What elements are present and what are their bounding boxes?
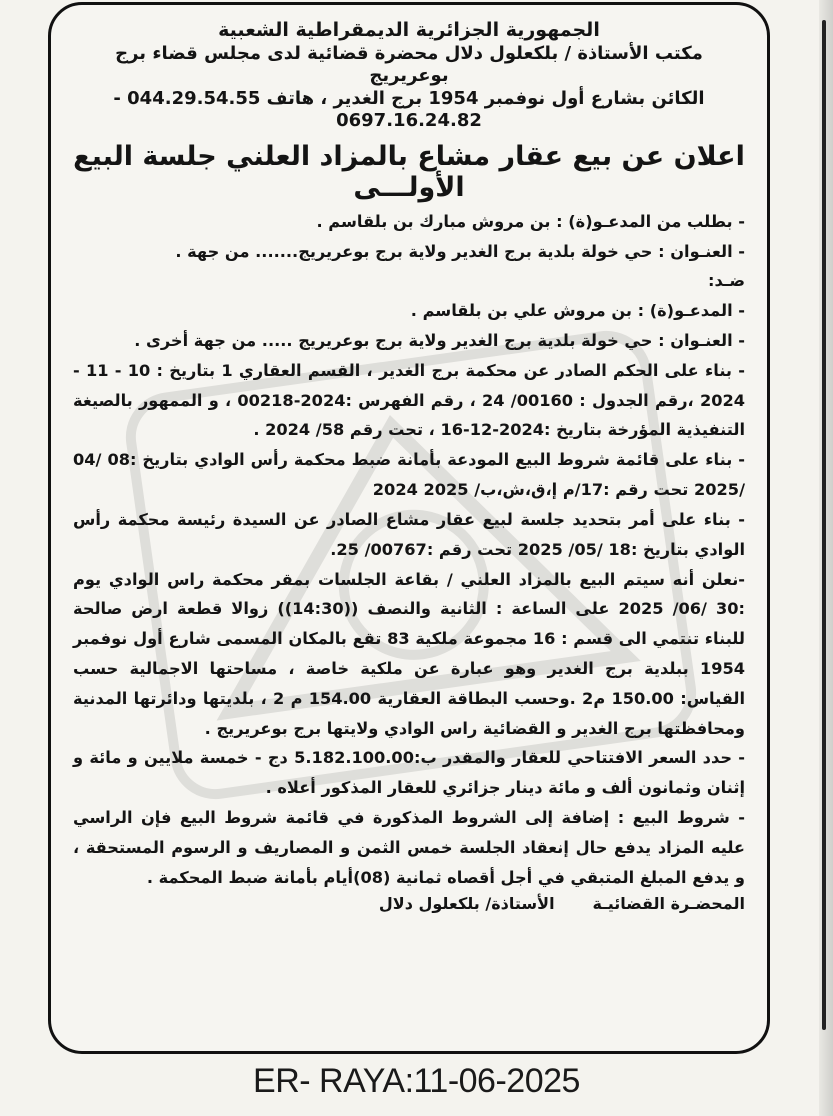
signature-role: المحضـرة القضائيـة [592,894,745,914]
paragraph-auction-notice: -نعلن أنه سيتم البيع بالمزاد العلني / بقاعة الجلسات بمقر محكمة راس الوادي يوم :30 /06/ 2025 على الساعة : الثانية والنصف ((14:30)) زوالا قطعة ارض صالحة للبناء تنتمي الى قسم : 16 مجموعة ملكية 83 تقع بالمكان المسمى شارع أول نوفمبر 1954 ببلدية برج الغدير وهو عبارة عن ملكية خاصة ، مساحتها الاجمالية حسب القياس: 150.00 م2 .وحسب البطاقة العقارية 154.00 م 2 ، بلديتها ودائرتها المدنية ومحافظتها برج الغدير و القضائية راس الوادي ولايتها برج بوعريريج . [73,569,745,738]
announcement-content [73,19,745,913]
paragraph-judgment: - بناء على الحكم الصادر عن محكمة برج الغدير ، القسم العقاري 1 بتاريخ : 10 - 11 - 2024 ،رقم الجدول : 00160/ 24 ، رقم الفهرس :2024-00218 ، و الممهور بالصيغة التنفيذية المؤرخة بتاريخ :2024-12-16 ، تحت رقم 58/ 2024 . [73,360,745,440]
header-office: مكتب الأستاذة / بلكعلول دلال محضرة قضائية لدى مجلس قضاء برج بوعريريج [115,42,703,87]
paragraph-defendant-address: - العنـوان : حي خولة بلدية برج الغدير ولاية برج بوعريريج ..... من جهة أخرى . [134,331,745,350]
signature-name: الأستاذة/ بلكعلول دلال [378,894,555,914]
announcement-frame [48,2,770,1054]
publication-footer: ER- RAYA:11-06-2025 [253,1062,580,1100]
page-edge [819,0,833,1116]
paragraph-defendant: - المدعـو(ة) : بن مروش علي بن بلقاسم . [410,301,745,321]
paragraph-opening-price: - حدد السعر الافتتاحي للعقار والمقدر ب:5.182.100.00 دج - خمسة ملايين و مائة و إثنان وثمانون ألف و مائة دينار جزائري للعقار المذكور أعلاه . [73,748,745,798]
header-address: الكائن بشارع أول نوفمبر 1954 برج الغدير ، هاتف 044.29.54.55 - [113,87,705,109]
paragraph-requester-address: - العنـوان : حي خولة بلدية برج الغدير ولاية برج بوعريريج....... من جهة . [175,241,745,261]
announcement-title: اعلان عن بيع عقار مشاع بالمزاد العلني جلسة البيع الأولـــى [73,140,745,203]
signature-block [73,894,745,913]
header-phone: 0697.16.24.82 [336,110,482,132]
paragraph-conditions-list: - بناء على قائمة شروط البيع المودعة بأمانة ضبط محكمة رأس الوادي بتاريخ :08 /04 /2025 تحت رقم :17/م إ،ق،ش،ب/ 2025 2024 [73,450,745,500]
paragraph-sale-terms: - شروط البيع : إضافة إلى الشروط المذكورة في قائمة شروط البيع فإن الراسي عليه المزاد يدفع حال إنعقاد الجلسة خمس الثمن و المصاريف و الرسوم المستحقة ، و يدفع المبلغ المتبقي في أجل أقصاه ثمانية (08)أيام بأمانة ضبط المحكمة . [73,808,745,887]
header-republic: الجمهورية الجزائرية الديمقراطية الشعبية [218,19,600,41]
paragraph-requester: - بطلب من المدعـو(ة) : بن مروش مبارك بن بلقاسم . [316,211,745,231]
paragraph-against: ضـد: [708,271,745,291]
paragraph-session-order: - بناء على أمر بتحديد جلسة لبيع عقار مشاع الصادر عن السيدة رئيسة محكمة رأس الوادي بتاريخ :18 /05/ 2025 تحت رقم :00767/ 25. [73,509,745,559]
